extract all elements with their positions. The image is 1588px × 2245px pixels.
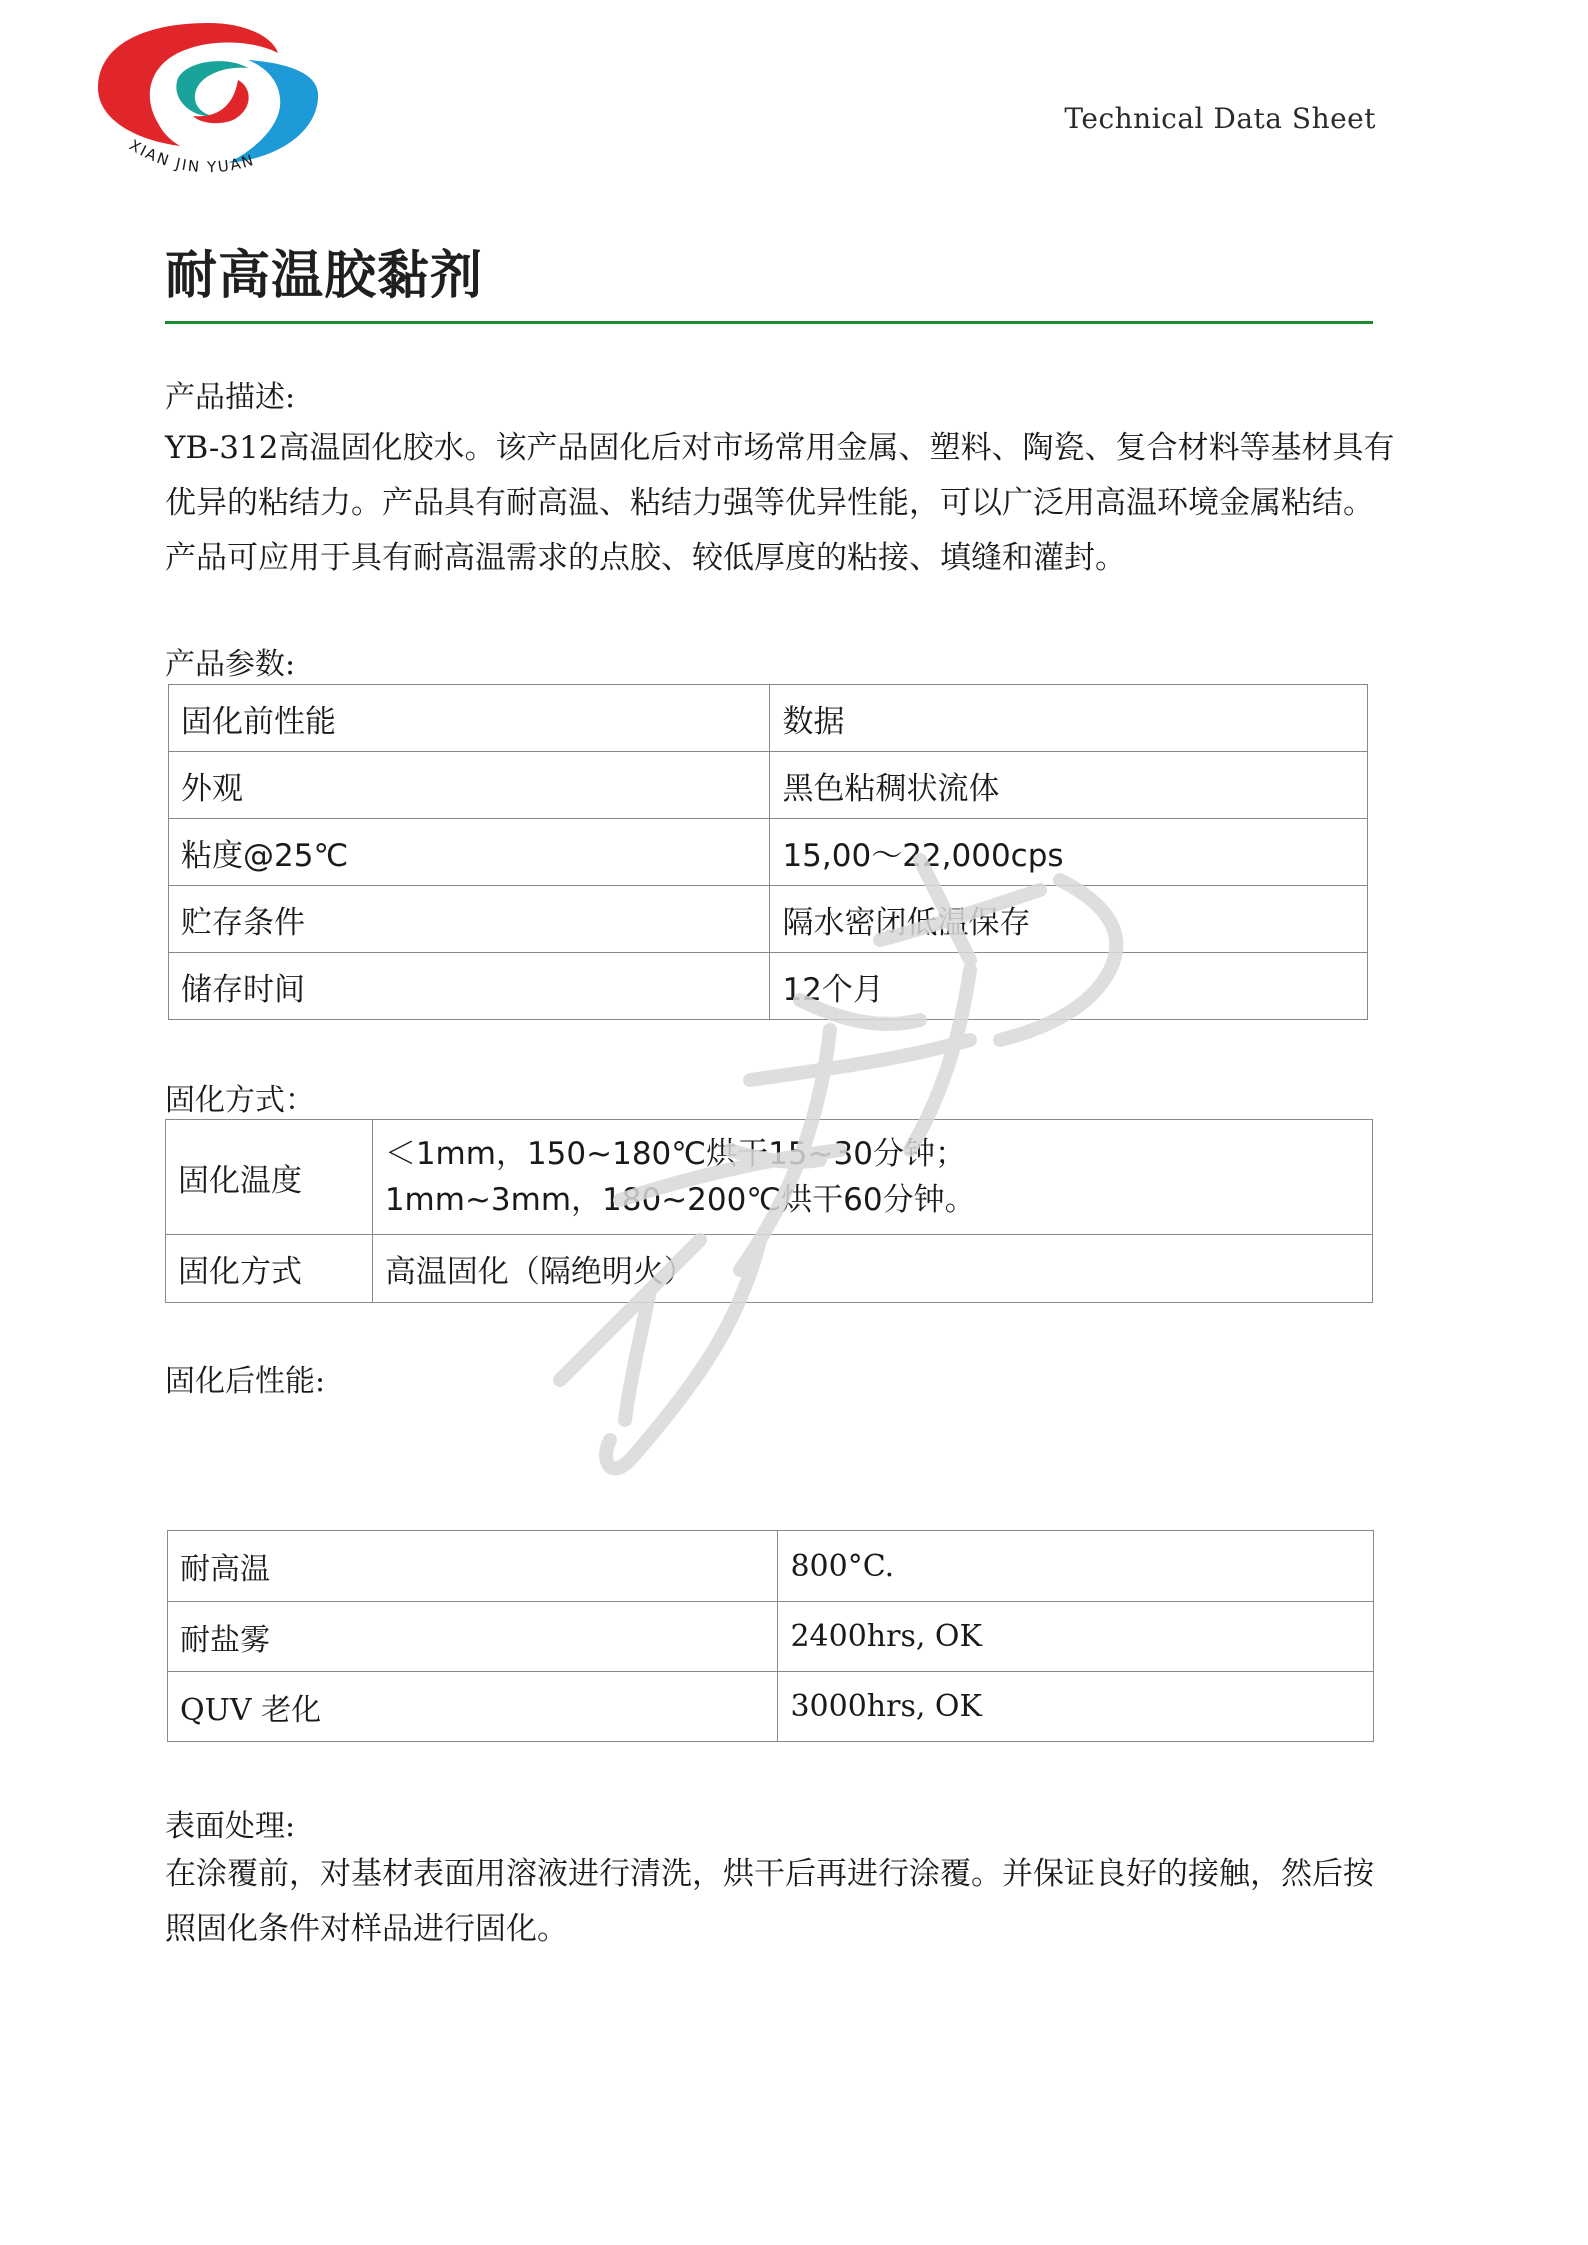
table-row [169, 819, 1368, 886]
table-cell: 固化方式 [166, 1235, 373, 1303]
table-cell: 固化温度 [166, 1120, 373, 1235]
surface-heading: 表面处理: [165, 1809, 296, 1844]
surface-text: 在涂覆前，对基材表面用溶液进行清洗，烘干后再进行涂覆。并保证良好的接触，然后按照固化条件对样品进行固化。 [165, 1856, 1374, 1947]
table-cell: 外观 [169, 752, 770, 819]
table-row [166, 1235, 1373, 1303]
table-cell: 粘度@25℃ [169, 819, 770, 886]
description-heading: 产品描述: [165, 380, 296, 415]
logo-red-inner [193, 80, 249, 123]
company-logo [88, 18, 328, 193]
table-cell: 储存时间 [169, 953, 770, 1020]
page-title: 耐高温胶黏剂 [165, 246, 484, 306]
table-cell: 耐盐雾 [168, 1602, 778, 1672]
parameters-heading: 产品参数: [165, 647, 296, 682]
title-divider [165, 321, 1373, 324]
table-cell: 数据 [770, 685, 1368, 752]
table-cell: 12个月 [770, 953, 1368, 1020]
description-text: YB-312高温固化胶水。该产品固化后对市场常用金属、塑料、陶瓷、复合材料等基材具有优异的粘结力。产品具有耐高温、粘结力强等优异性能，可以广泛用高温环境金属粘结。产品可应用于具有耐高温需求的点胶、较低厚度的粘接、填缝和灌封。 [165, 430, 1395, 576]
table-row [169, 752, 1368, 819]
table-cell: QUV 老化 [168, 1672, 778, 1742]
table-cell: ＜1mm，150~180℃烘干15~30分钟； 1mm~3mm，180~200℃烘干60分钟。 [372, 1120, 1372, 1235]
table-cell: 黑色粘稠状流体 [770, 752, 1368, 819]
table-row [168, 1531, 1374, 1602]
table-row [169, 685, 1368, 752]
logo-text: XIAN JIN YUAN [126, 135, 258, 177]
table-row [168, 1672, 1374, 1742]
table-cell: 800°C. [778, 1531, 1374, 1602]
table-cell: 15,00～22,000cps [770, 819, 1368, 886]
table-cell: 固化前性能 [169, 685, 770, 752]
table-row [169, 953, 1368, 1020]
curing-table [165, 1119, 1373, 1303]
table-row [169, 886, 1368, 953]
table-row [166, 1120, 1373, 1235]
table-cell: 2400hrs, OK [778, 1602, 1374, 1672]
curing-heading: 固化方式： [165, 1083, 315, 1118]
table-cell: 隔水密闭低温保存 [770, 886, 1368, 953]
table-cell: 贮存条件 [169, 886, 770, 953]
table-row [168, 1602, 1374, 1672]
table-cell: 3000hrs, OK [778, 1672, 1374, 1742]
document-type-header: Technical Data Sheet [1064, 102, 1376, 135]
table-cell: 耐高温 [168, 1531, 778, 1602]
table-cell: 高温固化（隔绝明火） [372, 1235, 1372, 1303]
cured-properties-table [167, 1530, 1374, 1742]
parameters-table [168, 684, 1368, 1020]
cured-properties-heading: 固化后性能: [165, 1364, 326, 1399]
